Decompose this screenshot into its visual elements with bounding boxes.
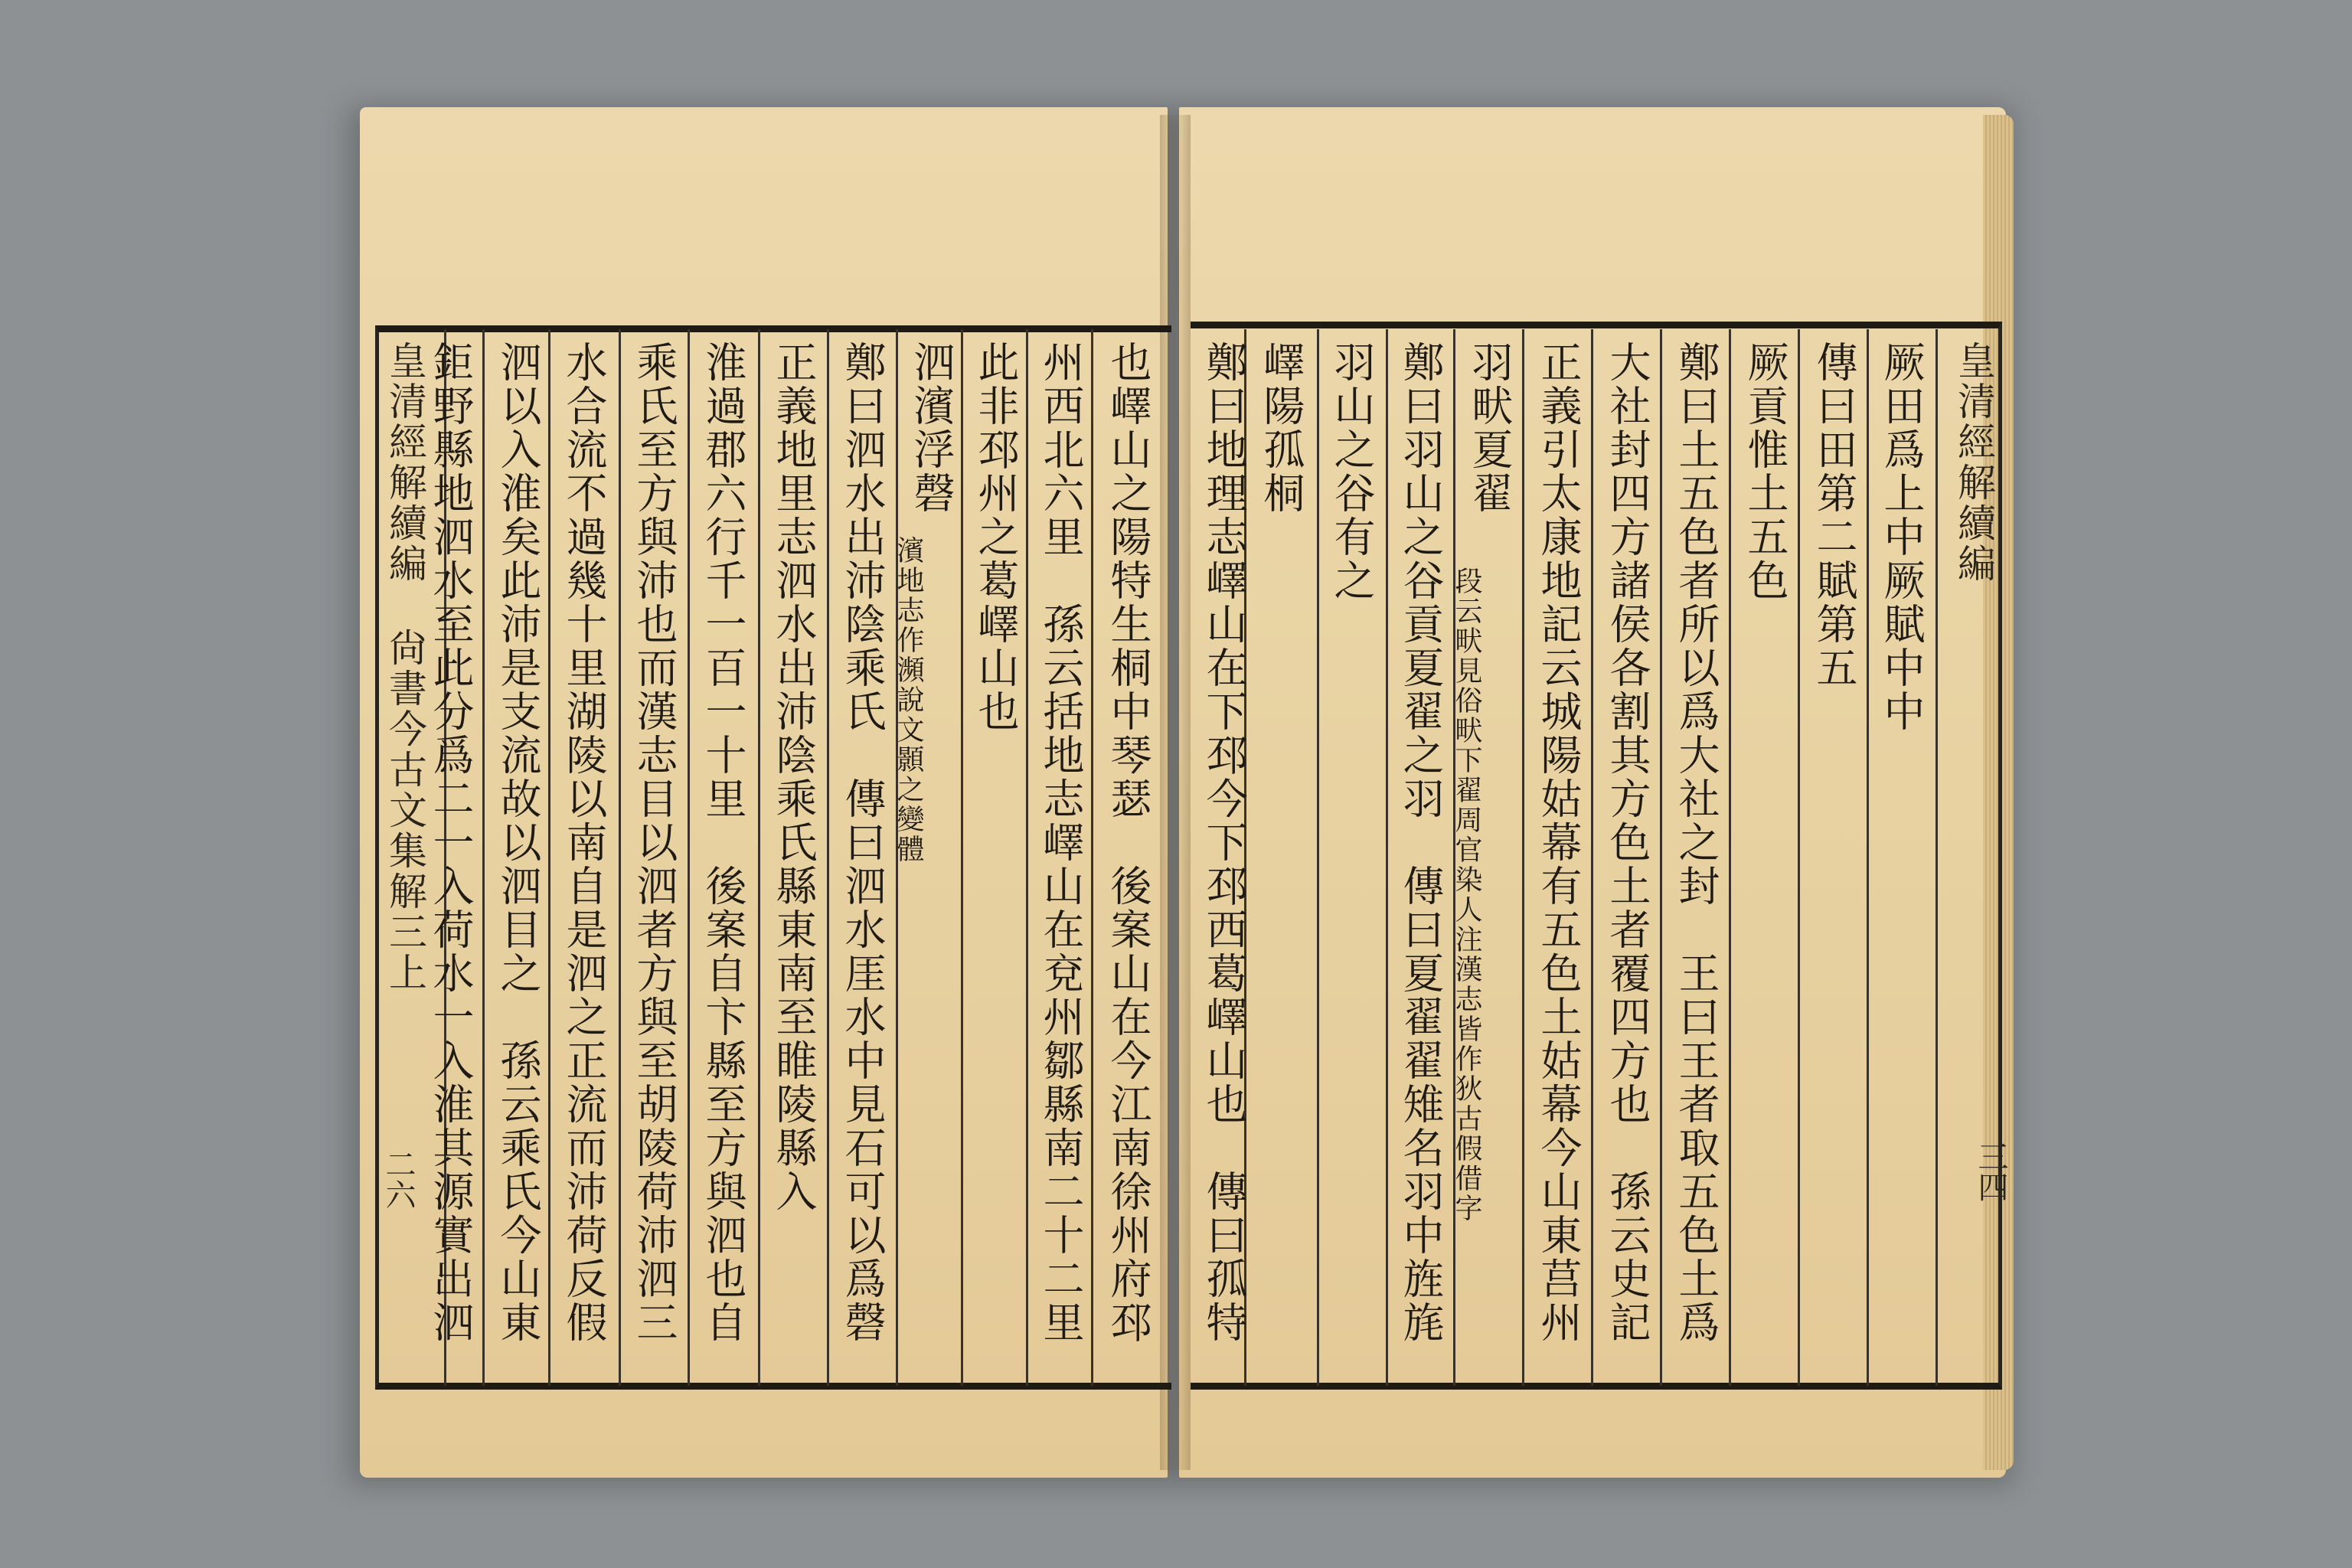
column-rule [758, 329, 760, 1386]
text-column: 也嶧山之陽特生桐中琴瑟 後案山在今江南徐州府邳 [1104, 341, 1152, 1344]
text-column: 羽山之谷有之 [1328, 341, 1376, 603]
column-rule [482, 329, 485, 1386]
column-rule [1522, 329, 1524, 1386]
column-rule [1386, 329, 1388, 1386]
text-column: 厥貢惟土五色 [1741, 341, 1789, 603]
text-column: 乘氏至方與沛也而漢志目以泗者方與至胡陵荷沛泗三 [630, 341, 678, 1344]
text-column: 淮過郡六行千一百一十里 後案自卞縣至方與泗也自 [699, 341, 747, 1344]
folio-number: 二六 [381, 1148, 416, 1210]
column-rule [688, 329, 690, 1386]
column-rule [619, 329, 621, 1386]
text-column: 泗以入淮矣此沛是支流故以泗目之 孫云乘氏今山東 [494, 341, 542, 1344]
annotation-note: 段云畎見俗畎下翟周官染人注漢志皆作狄古假借字 [1451, 567, 1482, 1223]
text-column: 正義地里志泗水出沛陰乘氏縣東南至睢陵縣入 [769, 341, 818, 1214]
side-title: 皇清經解續編 [1952, 341, 1996, 584]
text-column: 正義引太康地記云城陽姑幕有五色土姑幕今山東莒州 [1534, 341, 1583, 1344]
column-rule [1591, 329, 1593, 1386]
text-column: 羽畎夏翟 [1465, 341, 1514, 515]
column-rule [961, 329, 963, 1386]
column-rule [1660, 329, 1662, 1386]
column-rule [1798, 329, 1800, 1386]
column-rule [1729, 329, 1731, 1386]
text-column: 水合流不過幾十里湖陵以南自是泗之正流而沛荷反假 [560, 341, 608, 1344]
text-column: 此非邳州之葛嶧山也 [972, 341, 1020, 733]
text-column: 鄭曰地理志嶧山在下邳今下邳西葛嶧山也 傳曰孤特 [1200, 341, 1248, 1344]
side-title: 皇清經解續編 [383, 341, 427, 584]
column-rule [827, 329, 829, 1386]
text-column: 鄭曰羽山之谷貢夏翟之羽 傳曰夏翟翟雉名羽中旌旄 [1396, 341, 1445, 1344]
text-column: 泗濱浮磬 [907, 341, 956, 515]
text-column: 鉅野縣地泗水至此分爲二一入荷水一入淮其源實出泗 [426, 341, 475, 1344]
folio-number: 三四 [1973, 1141, 2008, 1202]
column-rule [1867, 329, 1869, 1386]
text-column: 州西北六里 孫云括地志嶧山在兗州鄒縣南二十二里 [1037, 341, 1085, 1344]
column-rule [1936, 329, 1938, 1386]
column-rule [548, 329, 550, 1386]
column-rule [1317, 329, 1319, 1386]
side-subtitle: 尙書今古文集解三上 [383, 628, 427, 993]
column-rule [1026, 329, 1028, 1386]
text-column: 傳曰田第二賦第五 [1810, 341, 1858, 690]
text-column: 大社封四方諸侯各割其方色土者覆四方也 孫云史記 [1603, 341, 1651, 1344]
text-column: 鄭曰土五色者所以爲大社之封 王曰王者取五色土爲 [1672, 341, 1720, 1344]
annotation-note: 濱地志作瀕說文顥之變體 [893, 536, 924, 864]
text-column: 厥田爲上中厥賦中中 [1877, 341, 1926, 733]
column-rule [1091, 329, 1093, 1386]
text-column: 嶧陽孤桐 [1257, 341, 1305, 515]
text-column: 鄭曰泗水出沛陰乘氏 傳曰泗水厓水中見石可以爲磬 [838, 341, 887, 1344]
